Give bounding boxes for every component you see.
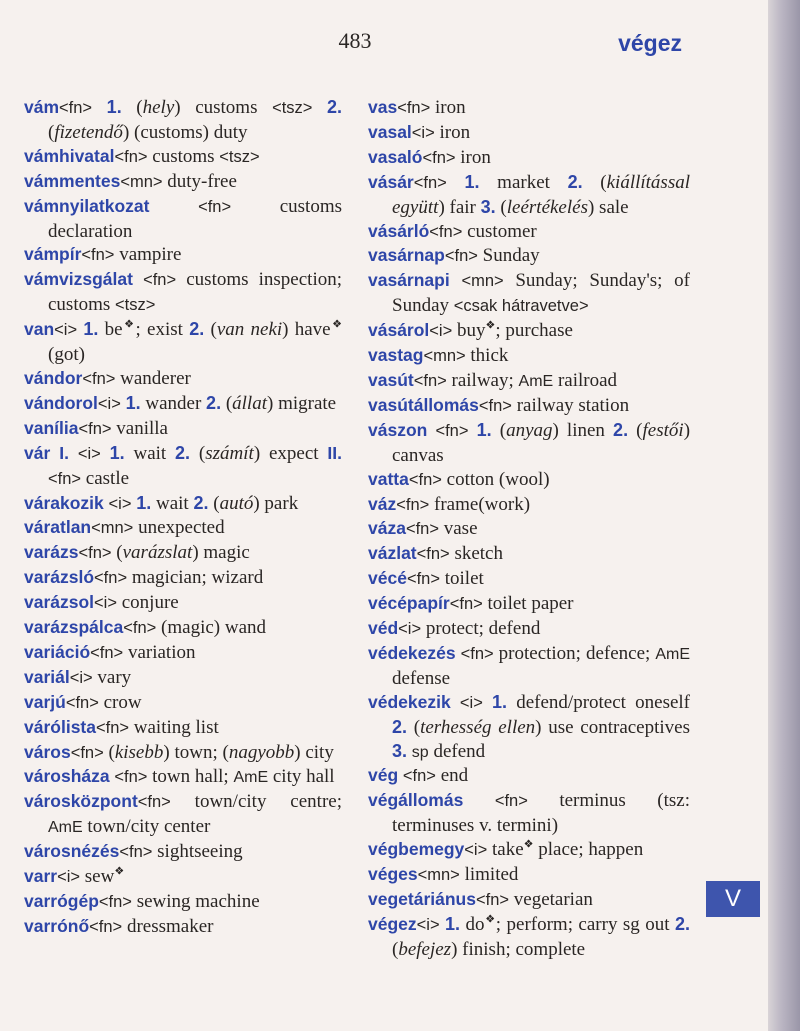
sense-number: 1 . [110, 443, 125, 463]
dictionary-entry: védekezés <fn> protection; defence; AmE defense [368, 642, 690, 689]
page-edge [768, 0, 800, 1031]
part-of-speech-label: <i> [459, 693, 483, 712]
irregular-verb-mark: ❖ [523, 838, 534, 851]
headword: variáció [24, 641, 91, 662]
sense-number: 2 . [193, 493, 208, 513]
left-column [24, 96, 342, 940]
headword: váz [368, 493, 397, 514]
dictionary-entry: váz<fn> frame(work) [368, 493, 531, 515]
part-of-speech-label: <i> [97, 394, 121, 413]
headword: vászon [368, 419, 428, 440]
page-number: 483 [338, 28, 372, 53]
part-of-speech-label: <fn> [94, 569, 128, 588]
sense-number: 2 . [327, 97, 342, 117]
dictionary-entry: végállomás <fn> terminus (tsz: terminuses v. termini) [368, 790, 691, 837]
context-gloss: autó [219, 492, 254, 514]
headword: váratlan [24, 517, 92, 538]
part-of-speech-label: <fn> [82, 369, 116, 388]
sense-number: 1 . [492, 692, 507, 712]
context-gloss: számít [205, 442, 254, 464]
headword: vatta [368, 468, 409, 489]
part-of-speech-label: <fn> [422, 148, 456, 167]
part-of-speech-label: <fn> [114, 768, 148, 787]
part-of-speech-label: <fn> [460, 644, 494, 663]
headword: varázs [24, 542, 79, 563]
headword: vásár [368, 171, 414, 192]
sense-number: 1 . [126, 393, 141, 413]
headword: vasárnap [368, 245, 445, 266]
part-of-speech-label: <fn> [143, 271, 177, 290]
headword: véd [368, 618, 399, 639]
headword: vámhivatal [24, 145, 115, 166]
part-of-speech-label: <fn> [89, 917, 123, 936]
part-of-speech-label: <i> [398, 620, 422, 639]
part-of-speech-label: <fn> [90, 643, 124, 662]
headword: vastag [368, 345, 424, 366]
headword: varázspálca [24, 617, 124, 638]
headword: vámpír [24, 244, 82, 265]
headword: vasútállomás [368, 394, 479, 415]
headword: végbemegy [368, 839, 465, 860]
usage-label: AmE [233, 769, 269, 787]
dictionary-entry: város<fn> (kisebb) town; (nagyobb) city [24, 741, 334, 763]
headword: varázsló [24, 567, 95, 588]
part-of-speech-label: <fn> [65, 693, 99, 712]
dictionary-entry: varázspálca<fn> (magic) wand [24, 617, 267, 639]
context-gloss: terhesség ellen [420, 716, 536, 738]
dictionary-entry: vámpír<fn> vampire [24, 244, 182, 266]
dictionary-entry: vázlat<fn> sketch [368, 543, 503, 565]
part-of-speech-label: <fn> [48, 469, 82, 488]
part-of-speech-label: <fn> [406, 570, 440, 589]
part-of-speech-label: <fn> [408, 470, 442, 489]
part-of-speech-label: <i> [108, 494, 132, 513]
dictionary-entry: várakozik <i> 1 . wait 2 . (autó) park [24, 492, 342, 517]
part-of-speech-label: <fn> [70, 743, 104, 762]
dictionary-entry: varrónő<fn> dressmaker [24, 915, 214, 937]
headword: védekezik [368, 691, 451, 712]
part-of-speech-label: <csak hátravetve> [453, 297, 589, 316]
sense-number: 2 . [613, 420, 628, 440]
dictionary-entry: vászon <fn> 1 . (anyag) linen 2 . (festői) canvas [368, 419, 690, 468]
context-gloss: fizetendő [54, 121, 123, 143]
headword: van [24, 319, 55, 340]
dictionary-entry: védekezik <i> 1 . defend/protect oneself 2 . (terhesség ellen) use contraceptives 3 . sp defend [368, 691, 690, 765]
part-of-speech-label: <mn> [423, 347, 466, 366]
dictionary-entry: varázsol<i> conjure [24, 592, 179, 614]
thumb-index-tab: V [706, 881, 760, 917]
headword: várakozik [24, 492, 104, 513]
dictionary-entry: vámnyilatkozat <fn> customs declaration [24, 195, 343, 242]
part-of-speech-label: <mn> [120, 172, 163, 191]
part-of-speech-label: <fn> [416, 545, 450, 564]
part-of-speech-label: <i> [57, 868, 81, 887]
part-of-speech-label: <fn> [435, 421, 469, 440]
dictionary-entry: várólista<fn> waiting list [24, 716, 219, 738]
dictionary-entry: vámhivatal<fn> customs <tsz> [24, 145, 260, 167]
headword: vámnyilatkozat [24, 195, 150, 216]
headword: varr [24, 866, 58, 887]
context-gloss: anyag [506, 419, 553, 441]
part-of-speech-label: <fn> [449, 595, 483, 614]
headword: vég [368, 765, 399, 786]
part-of-speech-label: <fn> [402, 767, 436, 786]
right-column [368, 96, 690, 962]
sense-number: 2 . [206, 393, 221, 413]
headword: II. [327, 442, 342, 463]
headword: vámvizsgálat [24, 269, 133, 290]
part-of-speech-label: <fn> [59, 99, 93, 117]
irregular-verb-mark: ❖ [114, 865, 125, 878]
part-of-speech-label: <i> [411, 123, 435, 142]
part-of-speech-label: <fn> [123, 619, 157, 638]
dictionary-entry: variál<i> vary [24, 666, 132, 688]
headword: városnézés [24, 841, 120, 862]
dictionary-entry: vécépapír<fn> toilet paper [368, 593, 574, 615]
headword: végállomás [368, 790, 464, 811]
part-of-speech-label: <fn> [78, 419, 112, 438]
dictionary-entry: váza<fn> vase [368, 518, 478, 540]
sense-number: 2 . [568, 172, 583, 192]
context-gloss: kisebb [114, 741, 164, 763]
part-of-speech-label: <i> [69, 668, 93, 687]
dictionary-entry: vég <fn> end [368, 765, 469, 787]
dictionary-entry: vásár<fn> 1 . market 2 . (kiállítással együtt) fair 3 . (leértékelés) sale [368, 171, 690, 220]
dictionary-entry: váratlan<mn> unexpected [24, 517, 225, 539]
context-gloss: állat [232, 392, 267, 414]
headword: vasút [368, 369, 414, 390]
dictionary-entry: vécé<fn> toilet [368, 568, 484, 590]
headword: vázlat [368, 543, 417, 564]
part-of-speech-label: <fn> [198, 197, 232, 216]
dictionary-entry: városnézés<fn> sightseeing [24, 841, 243, 863]
headword: varrógép [24, 891, 99, 911]
headword: véges [368, 864, 418, 885]
irregular-verb-mark: ❖ [484, 913, 496, 926]
headword: vár I. [24, 442, 69, 463]
headword: városközpont [24, 791, 138, 812]
part-of-speech-label: <fn> [444, 247, 478, 266]
part-of-speech-label: <i> [429, 322, 453, 341]
part-of-speech-label: <fn> [413, 371, 447, 390]
part-of-speech-label: <i> [94, 594, 117, 613]
context-gloss: varázslat [122, 542, 193, 564]
headword: vándor [24, 367, 83, 388]
part-of-speech-label: <fn> [78, 544, 112, 563]
part-of-speech-label: <mn> [461, 272, 504, 291]
part-of-speech-label: <fn> [405, 520, 439, 539]
sense-number: 2 . [675, 914, 690, 934]
irregular-verb-mark: ❖ [485, 319, 496, 332]
dictionary-entry: vasútállomás<fn> railway station [368, 394, 630, 416]
dictionary-entry: varázsló<fn> magician; wizard [24, 567, 264, 589]
dictionary-entry: vanília<fn> vanilla [24, 417, 168, 439]
dictionary-entry: városközpont<fn> town/city centre; AmE town/city center [24, 791, 342, 838]
sense-number: 1 . [445, 914, 460, 934]
context-gloss: festői [642, 419, 684, 441]
headword: vasal [368, 121, 412, 142]
dictionary-entry: vasút<fn> railway; AmE railroad [368, 369, 618, 391]
running-head: végez [618, 30, 682, 56]
sense-number: 3 . [392, 741, 407, 761]
part-of-speech-label: <mn> [91, 519, 134, 538]
part-of-speech-label: <fn> [397, 99, 431, 117]
part-of-speech-label: <i> [54, 321, 78, 340]
part-of-speech-label: <i> [416, 915, 440, 934]
headword: vásárol [368, 320, 430, 341]
context-gloss: nagyobb [228, 741, 295, 763]
headword: végez [368, 913, 417, 934]
part-of-speech-label: <fn> [98, 893, 132, 911]
sense-number: 2 . [175, 443, 190, 463]
dictionary-entry: vasaló<fn> iron [368, 146, 491, 168]
dictionary-entry: vastag<mn> thick [368, 345, 509, 367]
dictionary-entry: vásárol<i> buy❖; purchase [368, 319, 573, 342]
part-of-speech-label: <tsz> [219, 147, 260, 166]
part-of-speech-label: <fn> [119, 843, 153, 862]
part-of-speech-label: <fn> [494, 792, 528, 811]
sense-number: 1 . [464, 172, 479, 192]
headword: vasaló [368, 146, 423, 167]
part-of-speech-label: <fn> [137, 793, 171, 812]
sense-number: 1 . [136, 493, 151, 513]
sense-number: 2 . [392, 717, 407, 737]
sense-number: 3 . [481, 197, 496, 217]
dictionary-entry: varr<i> sew❖ [24, 865, 125, 888]
irregular-verb-mark: ❖ [122, 318, 136, 331]
dictionary-entry: van<i> 1 . be❖; exist 2 . (van neki) have❖ (got) [24, 318, 342, 367]
part-of-speech-label: <i> [464, 841, 488, 860]
sense-number: 1 . [477, 420, 492, 440]
dictionary-entry: vám<fn> 1 . (hely) customs <tsz> 2 . (fizetendő) (customs) duty [24, 96, 342, 145]
dictionary-entry: véges<mn> limited [368, 864, 519, 886]
headword: városháza [24, 766, 110, 787]
dictionary-entry: vásárló<fn> customer [368, 220, 537, 242]
part-of-speech-label: <fn> [478, 396, 512, 415]
headword: vásárló [368, 220, 430, 241]
headword: varázsol [24, 592, 95, 613]
dictionary-entry: varjú<fn> crow [24, 691, 142, 713]
headword: vasárnapi [368, 270, 450, 291]
sense-number: 1 . [83, 319, 98, 339]
part-of-speech-label: <tsz> [272, 99, 313, 117]
dictionary-entry: vár I. <i> 1 . wait 2 . (számít) expect II.<fn> castle [24, 442, 342, 492]
part-of-speech-label: <fn> [475, 891, 510, 909]
headword: várólista [24, 716, 96, 737]
dictionary-entry: vámmentes<mn> duty-free [24, 170, 237, 192]
dictionary-entry: vasárnap<fn> Sunday [368, 245, 540, 267]
dictionary-entry: varrógép<fn> sewing machine [24, 891, 260, 912]
headword: vám [24, 97, 60, 117]
dictionary-entry: vándor<fn> wanderer [24, 367, 191, 389]
part-of-speech-label: <fn> [413, 173, 447, 192]
headword: váza [368, 518, 406, 539]
dictionary-entry: vámvizsgálat <fn> customs inspection; customs <tsz> [24, 269, 343, 316]
dictionary-entry: vándorol<i> 1 . wander 2 . (állat) migrate [24, 392, 342, 417]
dictionary-entry: variáció<fn> variation [24, 641, 196, 663]
dictionary-entry: véd<i> protect; defend [368, 618, 541, 640]
part-of-speech-label: <fn> [396, 495, 430, 514]
usage-label: AmE [48, 819, 83, 837]
dictionary-entry: végbemegy<i> take❖ place; happen [368, 838, 644, 861]
dictionary-entry: vasárnapi <mn> Sunday; Sunday's; of Sunday <csak hátravetve> [368, 270, 690, 317]
headword: vanília [24, 417, 79, 438]
headword: védekezés [368, 642, 456, 663]
dictionary-entry: vasal<i> iron [368, 121, 471, 143]
headword: variál [24, 666, 70, 687]
usage-label: sp [411, 743, 429, 761]
part-of-speech-label: <mn> [417, 866, 460, 885]
sense-number: 2 . [189, 319, 204, 339]
headword: vándorol [24, 392, 98, 413]
headword: város [24, 741, 71, 762]
part-of-speech-label: <fn> [81, 246, 115, 265]
headword: vécépapír [368, 593, 450, 614]
dictionary-entry: vegetáriánus<fn> vegetarian [368, 889, 593, 910]
part-of-speech-label: <fn> [429, 222, 463, 241]
headword: varrónő [24, 915, 90, 936]
dictionary-entry: vas<fn> iron [368, 97, 466, 118]
headword: vécé [368, 568, 407, 589]
dictionary-entry: varázs<fn> (varázslat) magic [24, 542, 250, 564]
usage-label: AmE [655, 645, 690, 663]
headword: vegetáriánus [368, 889, 476, 909]
headword: vas [368, 97, 398, 117]
part-of-speech-label: <fn> [114, 147, 148, 166]
context-gloss: van neki [216, 319, 283, 341]
headword: vámmentes [24, 170, 121, 191]
context-gloss: hely [142, 97, 175, 118]
dictionary-entry: vatta<fn> cotton (wool) [368, 468, 550, 490]
context-gloss: leértékelés [506, 196, 588, 218]
usage-label: AmE [518, 372, 554, 390]
headword: varjú [24, 691, 66, 712]
context-gloss: befejez [398, 938, 452, 960]
sense-number: 1 . [107, 97, 122, 117]
irregular-verb-mark: ❖ [330, 318, 342, 331]
dictionary-entry: városháza <fn> town hall; AmE city hall [24, 766, 335, 788]
part-of-speech-label: <fn> [95, 718, 130, 737]
dictionary-entry: végez<i> 1 . do❖; perform; carry sg out 2 . (befejez) finish; complete [368, 913, 690, 962]
part-of-speech-label: <i> [77, 444, 101, 463]
context-gloss: kiállítással együtt [392, 171, 691, 218]
part-of-speech-label: <tsz> [115, 296, 156, 315]
